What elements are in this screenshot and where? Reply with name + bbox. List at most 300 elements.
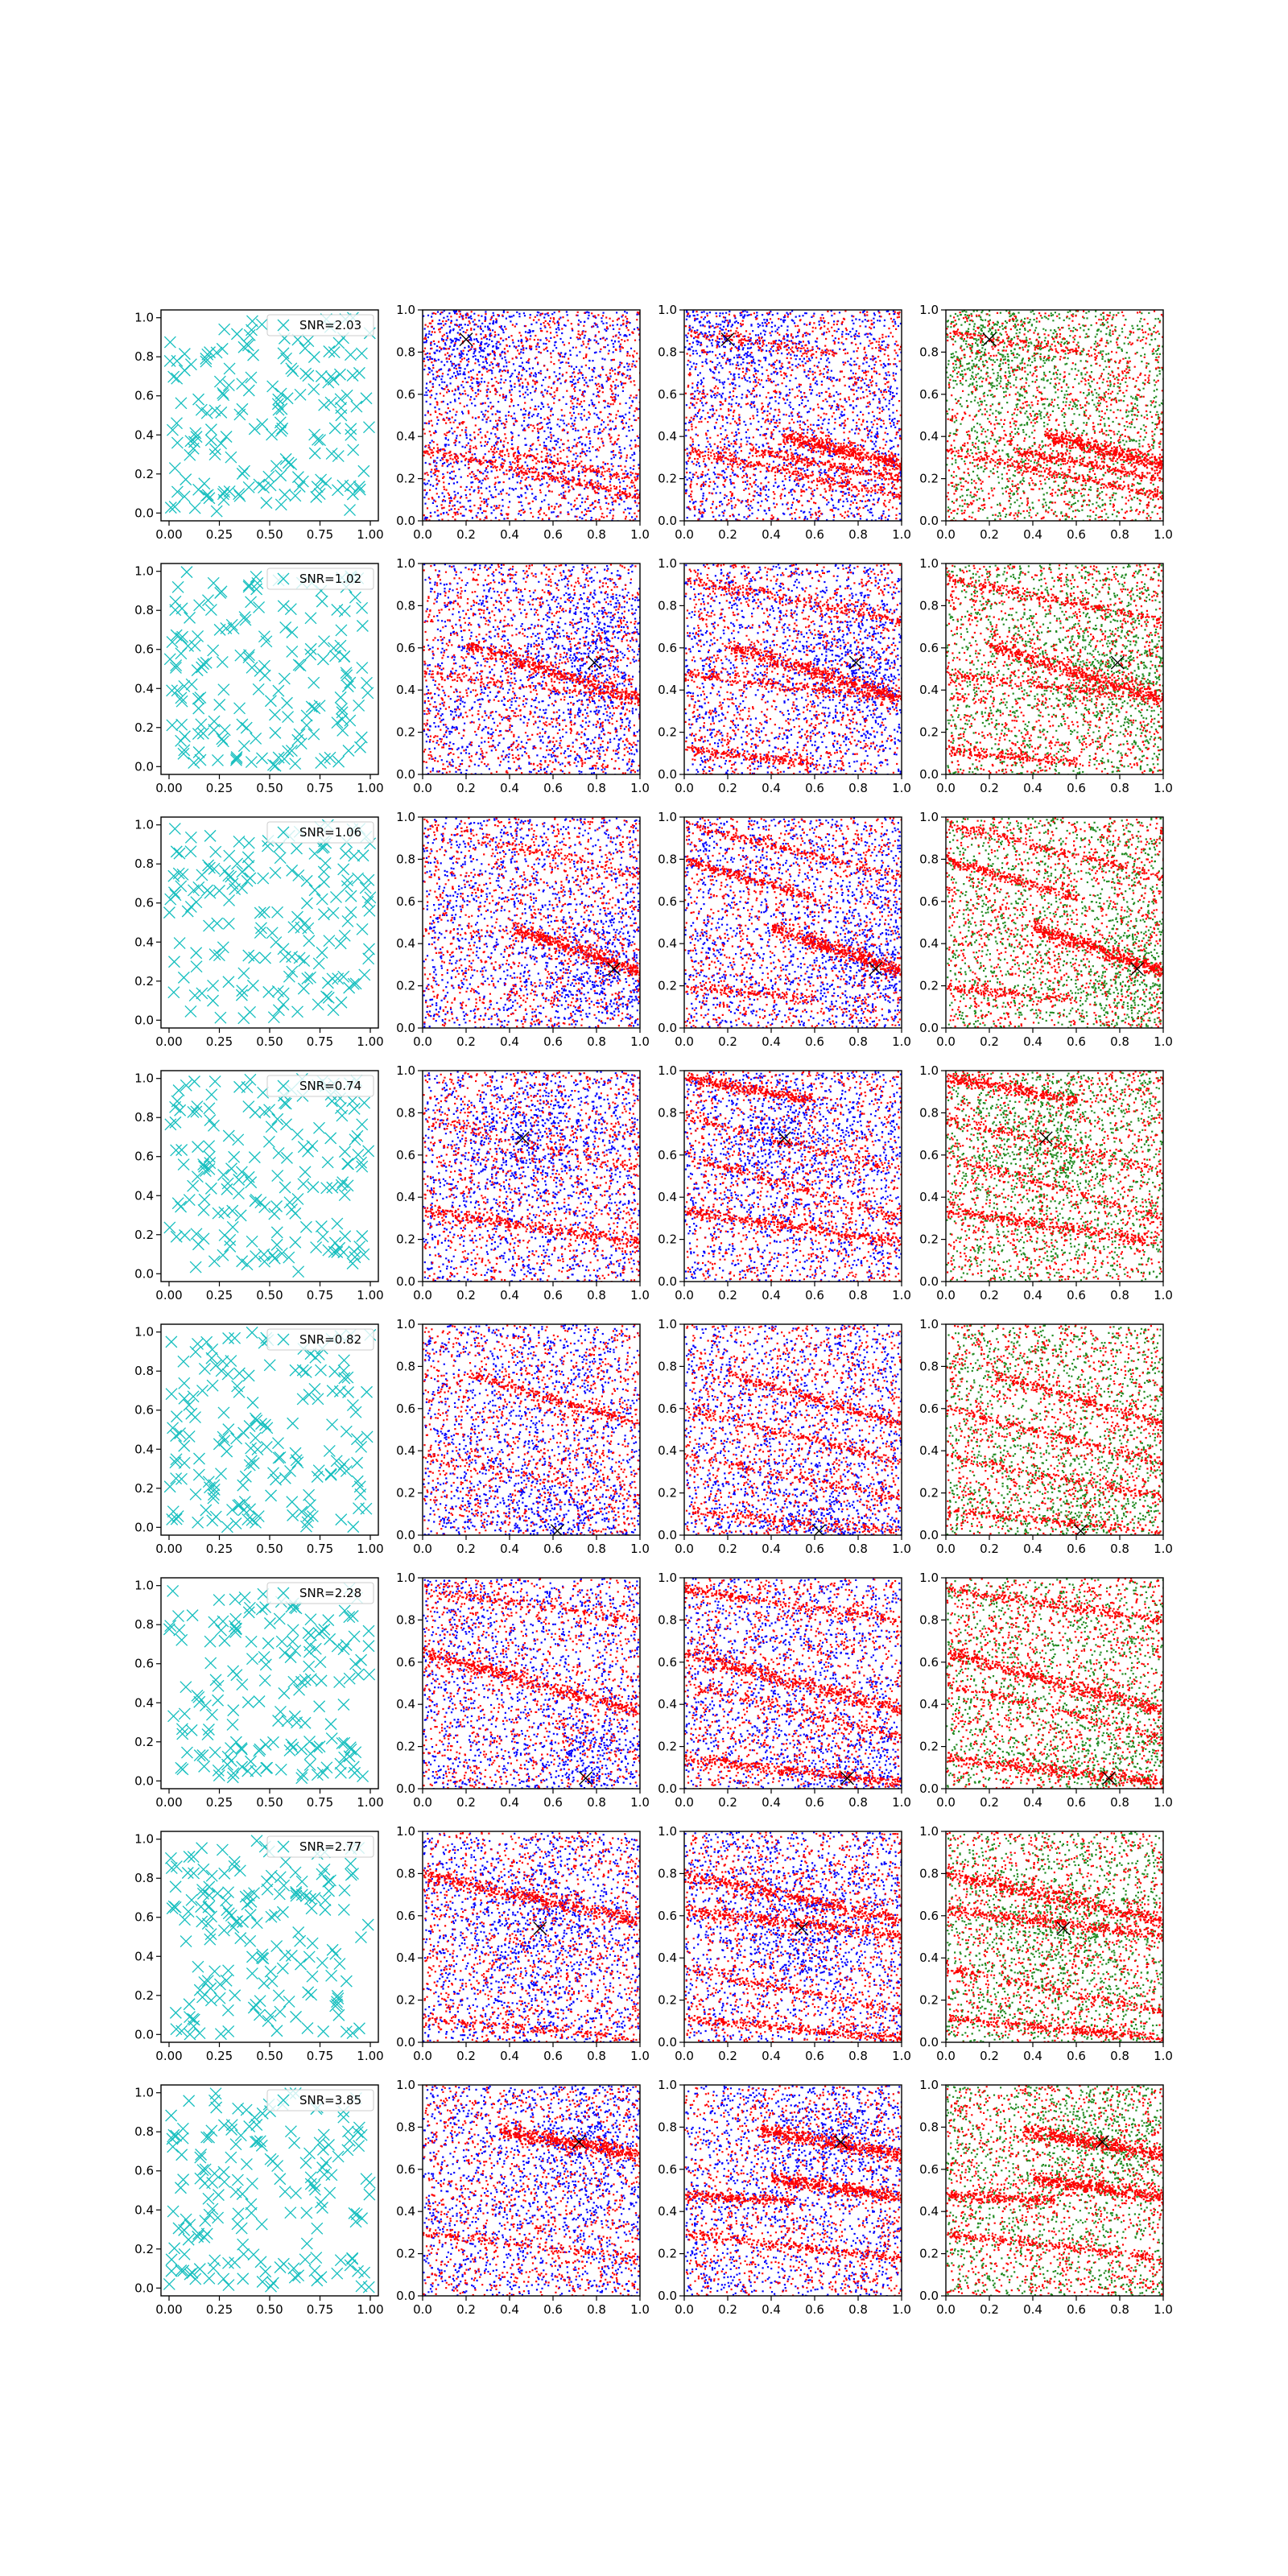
candidate-marker (229, 884, 241, 895)
candidate-marker (330, 1948, 341, 1959)
map-x-tick-label: 0.6 (805, 1795, 824, 1810)
map-x-tick-label: 0.4 (500, 2302, 519, 2317)
candidate-marker (291, 1129, 303, 1140)
candidate-marker (204, 1901, 215, 1912)
candidate-marker (266, 1911, 277, 1922)
probability-band-points (423, 1578, 642, 1790)
map-y-tick-label: 0.0 (658, 1528, 677, 1542)
candidate-marker (208, 995, 219, 1006)
candidate-marker (305, 613, 316, 624)
map-x-tick-label: 0.2 (718, 1034, 737, 1049)
candidate-marker (342, 915, 353, 927)
candidate-marker (251, 1835, 262, 1847)
map-y-tick-label: 0.0 (919, 1528, 939, 1542)
candidate-marker (242, 339, 253, 350)
candidate-marker (301, 875, 312, 886)
candidate-marker (223, 2280, 234, 2291)
candidate-marker (208, 716, 220, 727)
candidate-marker (233, 1368, 245, 1379)
candidate-marker (246, 1653, 258, 1665)
candidate-marker (232, 2174, 243, 2186)
candidate-marker (356, 2281, 367, 2292)
candidate-marker (216, 1624, 227, 1636)
candidate-marker (170, 1117, 181, 1128)
map-y-tick-label: 0.4 (658, 1951, 677, 1966)
candidate-marker (201, 2132, 213, 2143)
map-x-tick-label: 1.0 (630, 781, 650, 795)
candidate-marker (300, 1890, 312, 1901)
candidate-marker (349, 1103, 360, 1114)
candidate-marker (234, 490, 246, 502)
map-x-tick-label: 1.0 (630, 1795, 650, 1810)
candidate-marker (214, 1979, 225, 1990)
map-x-tick-label: 0.4 (1023, 2049, 1042, 2063)
candidate-marker (223, 1965, 234, 1976)
candidate-markers (164, 1073, 374, 1277)
panel-map-2 (396, 2078, 650, 2317)
map-y-tick-label: 0.0 (919, 2035, 939, 2050)
candidate-marker (305, 649, 316, 660)
candidate-marker (254, 479, 265, 490)
candidate-marker (327, 1419, 338, 1430)
candidate-marker (262, 1762, 273, 1773)
map-x-tick-label: 0.6 (805, 1542, 824, 1556)
candidate-marker (339, 1885, 350, 1896)
candidates-x-tick-label: 0.25 (205, 1288, 233, 1302)
candidate-marker (316, 596, 328, 607)
candidate-marker (204, 1103, 215, 1114)
map-y-tick-label: 1.0 (396, 1824, 415, 1839)
map-x-tick-label: 1.0 (1154, 2049, 1173, 2063)
map-y-tick-label: 0.8 (919, 852, 939, 867)
candidates-y-tick-label: 0.2 (134, 973, 154, 989)
panel-map-3 (658, 2078, 911, 2317)
candidate-marker (254, 1695, 265, 1707)
candidate-marker (219, 1435, 230, 1447)
candidate-marker (171, 660, 182, 671)
map-x-tick-label: 0.8 (848, 2302, 868, 2317)
candidate-marker (327, 1944, 338, 1955)
candidate-marker (209, 2255, 221, 2266)
candidates-y-tick-label: 1.0 (134, 564, 154, 579)
candidate-marker (311, 2252, 322, 2264)
candidate-marker (290, 1645, 301, 1657)
candidate-marker (341, 667, 352, 679)
candidate-marker (364, 2189, 375, 2200)
true-source-marker (1039, 1132, 1052, 1145)
map-y-tick-label: 0.2 (658, 1739, 677, 1754)
candidate-marker (277, 1963, 288, 1974)
candidate-marker (169, 502, 180, 513)
candidates-y-tick-label: 0.6 (134, 642, 154, 657)
candidate-marker (167, 685, 178, 696)
candidate-marker (179, 1708, 190, 1719)
candidate-marker (217, 1249, 229, 1261)
candidate-marker (326, 1970, 337, 1981)
candidate-marker (351, 401, 362, 412)
panel-candidates (134, 564, 384, 795)
candidate-marker (177, 1764, 188, 1775)
candidate-marker (221, 1905, 233, 1916)
map-y-tick-label: 1.0 (919, 1824, 939, 1839)
candidate-marker (339, 1605, 350, 1616)
candidate-marker (189, 502, 200, 514)
candidate-marker (356, 348, 367, 359)
candidate-marker (229, 1594, 241, 1605)
candidate-marker (353, 2023, 365, 2034)
candidate-marker (250, 1107, 261, 1118)
candidates-y-tick-label: 0.8 (134, 1364, 154, 1379)
candidate-marker (221, 1521, 233, 1533)
candidate-marker (336, 1110, 348, 1121)
candidate-marker (287, 1496, 298, 1508)
candidate-marker (192, 1961, 204, 1972)
map-y-tick-label: 0.4 (396, 683, 415, 698)
map-x-tick-label: 0.4 (762, 2049, 781, 2063)
candidate-marker (357, 602, 368, 613)
legend (267, 315, 374, 336)
candidate-marker (233, 836, 245, 847)
candidate-marker (212, 918, 223, 929)
candidate-marker (209, 1075, 221, 1087)
map-y-tick-label: 1.0 (396, 810, 415, 824)
candidates-x-tick-label: 1.00 (357, 1288, 384, 1302)
map-y-tick-label: 0.6 (658, 386, 677, 402)
map-x-tick-label: 0.6 (805, 2302, 824, 2317)
candidates-x-tick-label: 0.00 (155, 1542, 183, 1556)
candidate-marker (229, 1332, 241, 1344)
map-y-tick-label: 0.8 (658, 1866, 677, 1881)
candidate-marker (175, 1201, 187, 1212)
candidate-marker (186, 1724, 197, 1736)
candidate-marker (347, 489, 358, 500)
candidate-marker (219, 724, 230, 736)
map-y-tick-label: 0.0 (658, 514, 677, 528)
candidate-marker (196, 988, 208, 999)
panel-map-4 (919, 556, 1173, 795)
panel-map-3 (658, 1063, 911, 1302)
candidate-markers (164, 1327, 376, 1532)
map-y-tick-label: 0.2 (919, 1739, 939, 1754)
candidate-marker (244, 1420, 255, 1431)
candidate-marker (172, 581, 184, 592)
candidate-marker (270, 760, 281, 771)
panel-map-4 (919, 2078, 1173, 2317)
map-y-tick-label: 0.6 (919, 2161, 939, 2177)
candidate-marker (279, 1097, 290, 1108)
map-x-tick-label: 1.0 (892, 2049, 911, 2063)
candidate-marker (223, 1887, 234, 1898)
candidate-marker (200, 1505, 212, 1516)
candidate-marker (298, 1141, 309, 1153)
map-y-tick-label: 0.4 (919, 2204, 939, 2219)
map-x-tick-label: 1.0 (1154, 1795, 1173, 1810)
candidate-marker (225, 2152, 237, 2163)
candidates-y-tick-label: 0.0 (134, 1013, 154, 1028)
candidate-marker (191, 897, 202, 908)
candidate-marker (272, 1438, 283, 1449)
candidate-marker (205, 1995, 217, 2006)
map-x-tick-label: 0.8 (1110, 2049, 1129, 2063)
candidate-marker (273, 1452, 284, 1463)
candidate-marker (184, 1195, 195, 1206)
candidate-marker (169, 2243, 180, 2254)
candidate-marker (286, 1203, 297, 1215)
candidate-marker (222, 1368, 233, 1380)
candidate-marker (318, 877, 329, 888)
map-y-tick-label: 0.8 (919, 1612, 939, 1628)
candidate-marker (213, 2190, 224, 2201)
candidates-x-tick-label: 0.75 (306, 2302, 334, 2317)
candidate-marker (176, 719, 188, 730)
candidate-marker (246, 1951, 258, 1963)
candidate-marker (316, 1957, 328, 1968)
candidate-marker (262, 1637, 274, 1649)
map-x-tick-label: 0.8 (587, 1034, 606, 1049)
candidate-marker (316, 1675, 327, 1686)
map-y-tick-label: 0.2 (396, 978, 415, 993)
candidate-marker (219, 324, 230, 335)
candidate-marker (171, 418, 183, 429)
candidate-marker (339, 1146, 350, 1158)
candidate-marker (179, 680, 190, 691)
map-y-tick-label: 0.0 (658, 767, 677, 782)
map-y-tick-label: 0.6 (919, 1908, 939, 1923)
candidate-marker (248, 349, 259, 361)
map-y-tick-label: 0.8 (919, 1359, 939, 1374)
candidate-marker (191, 961, 202, 972)
candidates-y-tick-label: 0.0 (134, 506, 154, 521)
candidate-marker (300, 1221, 312, 1232)
map-y-tick-label: 1.0 (396, 556, 415, 571)
candidate-marker (199, 2178, 210, 2189)
candidate-marker (169, 463, 180, 474)
candidate-marker (166, 2265, 177, 2277)
candidate-marker (293, 2270, 304, 2281)
candidate-marker (359, 969, 370, 980)
candidate-marker (245, 1504, 256, 1515)
candidates-y-tick-label: 0.0 (134, 2027, 154, 2042)
candidate-marker (324, 1885, 335, 1897)
map-y-tick-label: 0.8 (658, 1105, 677, 1121)
candidates-x-tick-label: 0.50 (256, 2049, 283, 2063)
candidates-y-tick-label: 1.0 (134, 1578, 154, 1593)
panel-map-2 (396, 810, 650, 1049)
candidate-marker (208, 1616, 220, 1628)
candidate-marker (175, 2265, 187, 2277)
candidate-marker (206, 1870, 217, 1881)
candidate-marker (165, 894, 176, 905)
candidate-marker (256, 2219, 267, 2230)
candidate-marker (254, 1744, 266, 1755)
candidate-marker (295, 389, 306, 400)
candidate-marker (226, 1163, 237, 1174)
candidate-marker (250, 1999, 262, 2010)
candidate-marker (302, 1517, 313, 1528)
map-x-tick-label: 0.6 (543, 1288, 563, 1302)
candidates-y-tick-label: 0.8 (134, 857, 154, 872)
candidate-marker (291, 843, 302, 854)
candidate-marker (186, 1894, 197, 1905)
map-y-tick-label: 0.4 (396, 1190, 415, 1205)
candidate-marker (193, 747, 204, 758)
candidate-marker (316, 894, 328, 905)
candidate-marker (296, 1506, 308, 1517)
candidate-marker (229, 1151, 240, 1162)
candidates-x-tick-label: 1.00 (357, 527, 384, 542)
map-x-tick-label: 0.4 (500, 1034, 519, 1049)
map-y-tick-label: 0.8 (658, 598, 677, 613)
candidate-marker (340, 1231, 351, 1242)
map-x-tick-label: 1.0 (892, 527, 911, 542)
panel-map-4 (919, 1063, 1173, 1302)
candidate-marker (192, 665, 203, 676)
candidate-marker (273, 1005, 284, 1016)
candidate-marker (353, 1149, 364, 1160)
candidates-y-tick-label: 1.0 (134, 1831, 154, 1847)
map-y-tick-label: 1.0 (396, 303, 415, 317)
candidate-marker (323, 1615, 334, 1626)
candidate-marker (288, 2263, 299, 2274)
candidate-marker (218, 2273, 229, 2285)
map-y-tick-label: 0.8 (658, 2120, 677, 2135)
map-y-tick-label: 0.4 (919, 683, 939, 698)
map-x-tick-label: 0.4 (500, 1288, 519, 1302)
candidate-marker (263, 471, 275, 482)
map-y-tick-label: 0.2 (658, 1485, 677, 1501)
candidates-x-tick-label: 0.75 (306, 1795, 334, 1810)
candidates-x-tick-label: 0.50 (256, 781, 283, 795)
candidate-marker (242, 1697, 254, 1708)
map-y-tick-label: 0.6 (396, 386, 415, 402)
panel-map-2 (396, 1824, 650, 2063)
candidate-marker (335, 394, 346, 405)
candidate-marker (264, 1618, 275, 1629)
candidate-marker (217, 656, 228, 667)
candidate-marker (260, 2266, 271, 2277)
candidate-marker (246, 1636, 257, 1647)
candidate-marker (227, 1505, 238, 1516)
candidate-marker (335, 691, 346, 703)
candidate-marker (349, 1246, 360, 1257)
candidate-marker (303, 935, 315, 947)
candidate-marker (164, 336, 175, 348)
candidate-marker (353, 700, 365, 711)
candidate-marker (247, 1397, 258, 1409)
candidate-marker (181, 1747, 192, 1758)
candidate-marker (211, 347, 222, 358)
candidates-y-tick-label: 0.4 (134, 1695, 154, 1711)
candidate-marker (349, 1134, 361, 1146)
legend (267, 568, 374, 589)
map-x-tick-label: 0.2 (980, 781, 999, 795)
candidate-marker (338, 1904, 349, 1915)
map-y-tick-label: 0.4 (396, 936, 415, 952)
candidate-marker (260, 1659, 271, 1670)
candidate-marker (202, 885, 213, 896)
map-y-tick-label: 0.2 (919, 471, 939, 486)
candidate-marker (223, 1130, 234, 1141)
candidate-marker (338, 1699, 349, 1711)
map-x-tick-label: 0.2 (456, 527, 476, 542)
map-x-tick-label: 0.8 (848, 1542, 868, 1556)
background-points (684, 1831, 903, 2044)
candidate-marker (290, 490, 301, 502)
candidate-marker (238, 1505, 250, 1516)
candidate-marker (297, 1364, 308, 1376)
map-y-tick-label: 1.0 (396, 2078, 415, 2092)
candidates-y-tick-label: 0.8 (134, 2124, 154, 2140)
map-x-tick-label: 0.0 (413, 781, 432, 795)
map-x-tick-label: 1.0 (1154, 1034, 1173, 1049)
candidate-marker (341, 1975, 352, 1987)
map-y-tick-label: 0.6 (396, 1147, 415, 1162)
true-source-marker (534, 1922, 547, 1935)
panel-candidates (134, 2085, 384, 2317)
map-x-tick-label: 0.4 (762, 1288, 781, 1302)
candidate-marker (328, 1005, 339, 1016)
candidate-marker (171, 1430, 182, 1442)
candidate-marker (179, 491, 190, 502)
candidates-x-tick-label: 0.00 (155, 2049, 183, 2063)
candidate-marker (164, 1222, 175, 1233)
map-y-tick-label: 0.6 (919, 894, 939, 909)
candidate-marker (192, 1141, 204, 1153)
candidates-y-tick-label: 0.6 (134, 388, 154, 403)
map-x-tick-label: 0.6 (805, 2049, 824, 2063)
candidate-marker (287, 646, 298, 657)
map-y-tick-label: 0.0 (658, 1021, 677, 1035)
candidate-marker (195, 692, 206, 704)
candidates-y-tick-label: 1.0 (134, 817, 154, 832)
candidate-marker (293, 659, 304, 671)
candidate-marker (166, 2110, 177, 2121)
candidate-marker (324, 2187, 336, 2198)
candidate-marker (266, 429, 278, 440)
candidate-marker (189, 990, 200, 1001)
map-x-tick-label: 0.4 (500, 527, 519, 542)
map-x-tick-label: 0.6 (1067, 2302, 1086, 2317)
map-x-tick-label: 0.2 (456, 1795, 476, 1810)
candidates-y-tick-label: 0.8 (134, 1871, 154, 1886)
candidate-marker (323, 377, 334, 388)
candidate-marker (175, 648, 187, 659)
candidate-marker (270, 937, 282, 948)
candidate-marker (353, 873, 364, 884)
candidate-marker (357, 620, 368, 631)
legend (267, 2090, 374, 2111)
candidate-marker (241, 722, 252, 733)
map-x-tick-label: 0.8 (848, 1795, 868, 1810)
candidates-y-tick-label: 0.4 (134, 1442, 154, 1457)
candidate-marker (299, 956, 310, 967)
candidate-marker (253, 683, 264, 695)
map-y-tick-label: 0.6 (658, 1401, 677, 1416)
candidates-y-tick-label: 0.2 (134, 2241, 154, 2256)
candidate-marker (241, 2158, 252, 2169)
candidate-marker (339, 1190, 350, 1201)
candidate-marker (234, 1865, 246, 1876)
candidate-marker (184, 2219, 196, 2231)
candidate-marker (225, 1241, 236, 1252)
candidates-x-tick-label: 0.25 (205, 527, 233, 542)
candidate-marker (214, 700, 225, 711)
candidate-marker (279, 489, 291, 500)
candidate-marker (167, 720, 178, 731)
candidate-marker (184, 2012, 196, 2023)
candidate-marker (285, 1465, 296, 1476)
candidate-marker (203, 2193, 214, 2204)
